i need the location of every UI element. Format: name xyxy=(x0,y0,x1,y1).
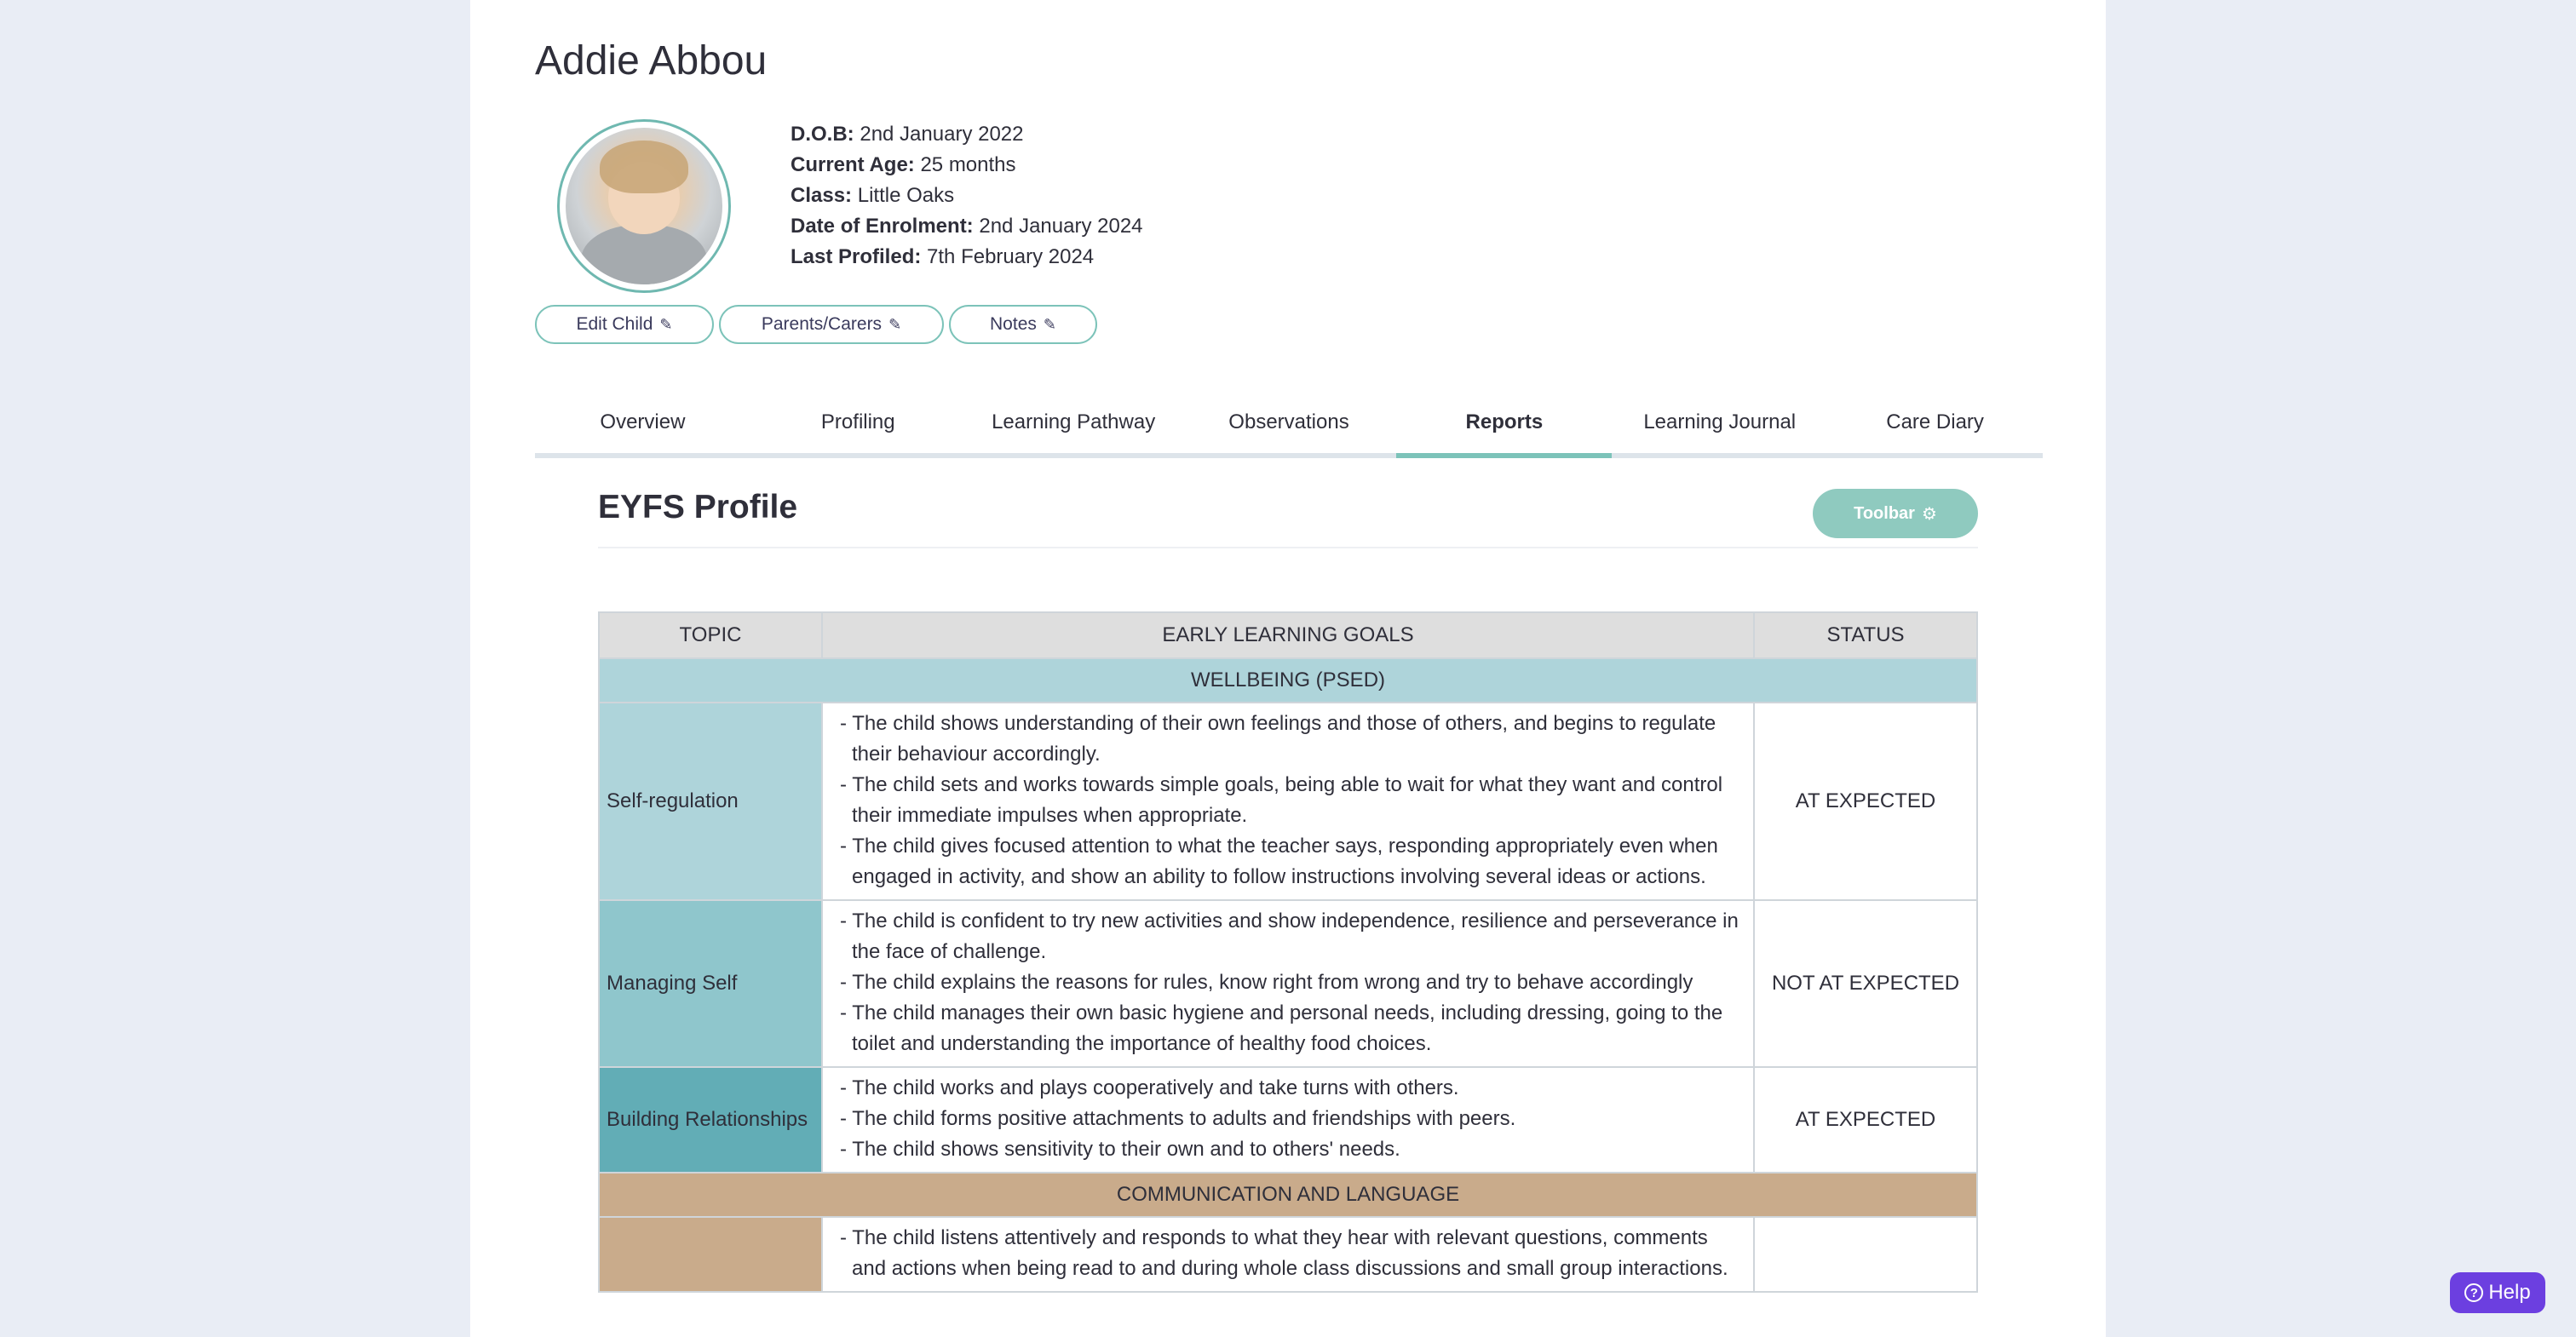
topic-cell: Self-regulation xyxy=(599,703,822,900)
goal-item: - The child gives focused attention to what the teacher says, responding appropriately even when engaged in activity, and show an ability to follow instructions involving several ideas or actions. xyxy=(840,835,1718,888)
profile-tabs xyxy=(535,393,2043,458)
detail-enrolment: Date of Enrolment: 2nd January 2024 xyxy=(791,215,1143,238)
detail-last-profiled: Last Profiled: 7th February 2024 xyxy=(791,245,1095,268)
goals-cell xyxy=(822,703,1754,900)
table-row xyxy=(599,900,1977,1067)
detail-class: Class: Little Oaks xyxy=(791,184,955,207)
goal-item: - The child works and plays cooperatively and take turns with others. xyxy=(840,1076,1459,1099)
gears-icon: ⚙ xyxy=(1921,504,1937,524)
topic-cell: Building Relationships xyxy=(599,1067,822,1173)
table-row xyxy=(599,1217,1977,1292)
header-status: STATUS xyxy=(1754,612,1977,658)
topic-cell xyxy=(599,1217,822,1292)
eyfs-profile-table xyxy=(598,611,1978,1293)
detail-dob: D.O.B: 2nd January 2022 xyxy=(791,123,1024,146)
tab-learning-journal[interactable]: Learning Journal xyxy=(1643,410,1797,433)
table-body xyxy=(599,658,1977,1292)
pencil-icon: ✎ xyxy=(659,315,673,333)
group-row xyxy=(599,1173,1977,1217)
table-header-row xyxy=(599,612,1977,658)
notes-button[interactable]: Notes ✎ xyxy=(949,305,1097,344)
table-row xyxy=(599,1067,1977,1173)
edit-child-button[interactable]: Edit Child ✎ xyxy=(535,305,714,344)
pencil-icon: ✎ xyxy=(888,315,902,333)
tab-care-diary[interactable]: Care Diary xyxy=(1886,410,1984,433)
child-avatar xyxy=(557,119,731,293)
status-cell: AT EXPECTED xyxy=(1754,703,1977,900)
detail-age: Current Age: 25 months xyxy=(791,153,1016,176)
status-cell: NOT AT EXPECTED xyxy=(1754,900,1977,1067)
tab-observations[interactable]: Observations xyxy=(1228,410,1349,433)
goals-cell xyxy=(822,900,1754,1067)
help-button[interactable]: ? Help xyxy=(2450,1272,2545,1313)
report-title: EYFS Profile xyxy=(598,489,798,525)
status-cell xyxy=(1754,1217,1977,1292)
tab-reports[interactable]: Reports xyxy=(1396,393,1612,453)
goal-item: - The child is confident to try new activities and show independence, resilience and perseverance in the face of challenge. xyxy=(840,910,1739,963)
goal-item: - The child shows sensitivity to their own and to others' needs. xyxy=(840,1138,1400,1161)
question-circle-icon: ? xyxy=(2464,1283,2483,1302)
status-cell: AT EXPECTED xyxy=(1754,1067,1977,1173)
goal-item: - The child listens attentively and responds to what they hear with relevant questions, comments and actions when being read to and during whole class discussions and small group interactions. xyxy=(840,1226,1728,1280)
child-name: Addie Abbou xyxy=(535,38,768,83)
header-goals: EARLY LEARNING GOALS xyxy=(822,612,1754,658)
topic-cell: Managing Self xyxy=(599,900,822,1067)
title-divider xyxy=(598,547,1978,548)
tab-profiling[interactable]: Profiling xyxy=(820,410,895,433)
header-topic: TOPIC xyxy=(599,612,822,658)
goal-item: - The child sets and works towards simple goals, being able to wait for what they want and control their immediate impulses when appropriate. xyxy=(840,773,1723,827)
goal-item: - The child forms positive attachments to adults and friendships with peers. xyxy=(840,1107,1516,1130)
group-title: WELLBEING (PSED) xyxy=(599,658,1977,703)
toolbar-button[interactable]: Toolbar ⚙ xyxy=(1813,489,1978,538)
avatar-photo xyxy=(566,128,722,284)
child-actions xyxy=(535,305,1097,344)
goals-cell xyxy=(822,1067,1754,1173)
goal-item: - The child shows understanding of their own feelings and those of others, and begins to regulate their behaviour accordingly. xyxy=(840,712,1716,766)
tab-overview[interactable]: Overview xyxy=(600,410,686,433)
pencil-icon: ✎ xyxy=(1043,315,1056,333)
goal-item: - The child manages their own basic hygiene and personal needs, including dressing, going to the toilet and understanding the importance of healthy food choices. xyxy=(840,1001,1723,1055)
goal-item: - The child explains the reasons for rules, know right from wrong and try to behave accordingly xyxy=(840,971,1693,994)
group-title: COMMUNICATION AND LANGUAGE xyxy=(599,1173,1977,1217)
goals-cell xyxy=(822,1217,1754,1292)
tab-learning-pathway[interactable]: Learning Pathway xyxy=(992,410,1156,433)
child-details xyxy=(791,119,1143,273)
table-row xyxy=(599,703,1977,900)
profile-page xyxy=(470,0,2106,1337)
parents-carers-button[interactable]: Parents/Carers ✎ xyxy=(719,305,944,344)
group-row xyxy=(599,658,1977,703)
